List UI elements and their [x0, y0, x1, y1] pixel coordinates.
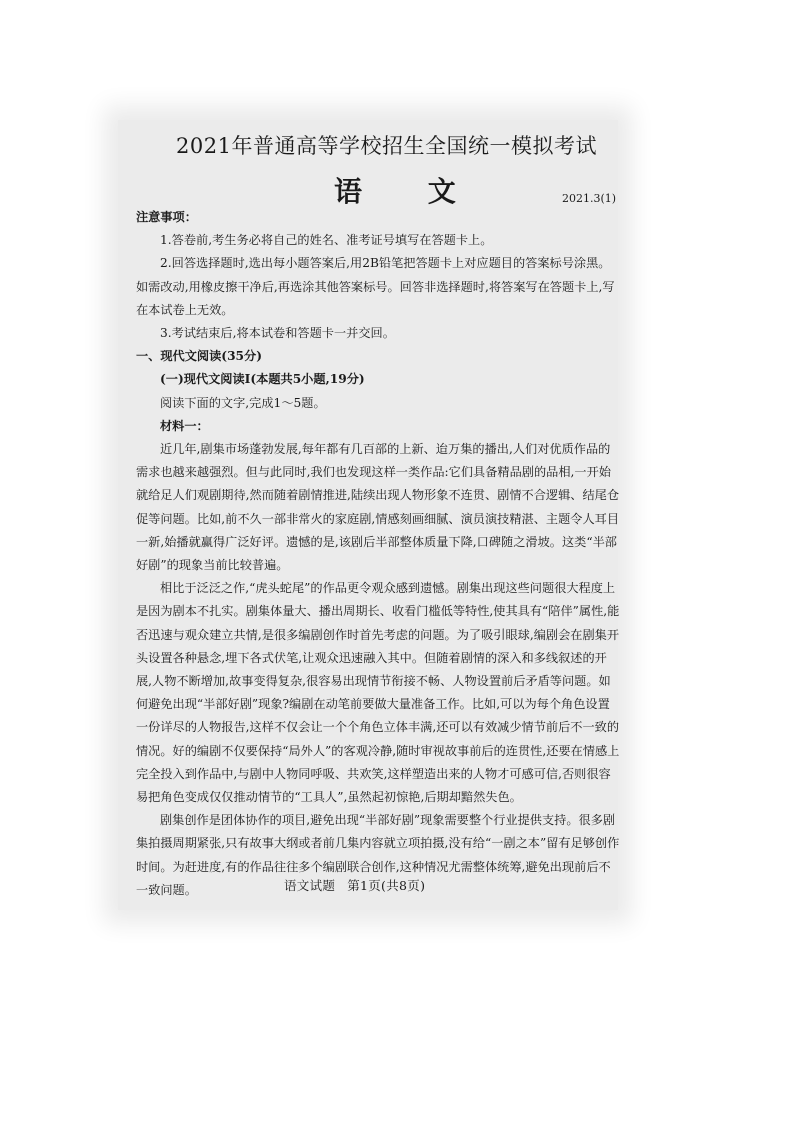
subject-title: 语 文: [334, 175, 484, 208]
notice-item-2: 2.回答选择题时,选出每小题答案后,用2B铅笔把答题卡上对应题目的答案标号涂黑。如需改动,用橡皮擦干净后,再选涂其他答案标号。回答非选择题时,将答案写在答题卡上,写在本试卷上无效。: [136, 256, 615, 317]
material-label: 材料一：: [160, 418, 209, 433]
paragraph-3: 剧集创作是团体协作的项目,避免出现“半部好剧”现象需要整个行业提供支持。很多剧集拍摄周期紧张,只有故事大纲或者前几集内容就立项拍摄,没有给“一剧之本”留有足够创作时间。为赶进度,有的作品往往多个编剧联合创作,这种情况尤需整体统筹,避免出现前后不一致问题。: [136, 813, 620, 897]
section-title: 一、现代文阅读(35分): [136, 349, 262, 364]
notice-heading: 注意事项：: [136, 210, 197, 224]
notice-item-1: 1.答卷前,考生务必将自己的姓名、准考证号填写在答题卡上。: [160, 233, 493, 248]
paragraph-1: 近几年,剧集市场蓬勃发展,每年都有几百部的上新、迨万集的播出,人们对优质作品的需求也越来越强烈。但与此同时,我们也发现这样一类作品:它们具备精品剧的品相,一开始就给足人们观剧期待,然而随着剧情推进,陆续出现人物形象不连贯、剧情不合逻辑、结尾仓促等问题。比如,前不久一部非常火的家庭剧,情感刻画细腻、演员演技精湛、主题令人耳目一新,始播就赢得广泛好评。遗憾的是,该剧后半部整体质量下降,口碑随之滑坡。这类“半部好剧”的现象当前比较普遍。: [136, 442, 620, 573]
notice-item-3: 3.考试结束后,将本试卷和答题卡一并交回。: [160, 326, 395, 341]
date-code: 2021.3(1): [562, 192, 617, 205]
page-footer: [284, 876, 425, 894]
reading-instruction: 阅读下面的文字,完成1～5题。: [160, 395, 326, 410]
exam-title: 2021年普通高等学校招生全国统一模拟考试: [176, 134, 597, 158]
notice-section: [136, 206, 620, 902]
footer-subject: 语文试题: [284, 878, 336, 893]
footer-page-number: 第1页(共8页): [347, 878, 426, 893]
paragraph-2: 相比于泛泛之作,“虎头蛇尾”的作品更令观众感到遗憾。剧集出现这些问题很大程度上是因为剧本不扎实。剧集体量大、播出周期长、收看门槛低等特性,使其具有“陪伴”属性,能否迅速与观众建立共情,是很多编剧创作时首先考虑的问题。为了吸引眼球,编剧会在剧集开头设置各种悬念,埋下各式伏笔,让观众迅速融入其中。但随着剧情的深入和多线叙述的开展,人物不断增加,故事变得复杂,很容易出现情节衔接不畅、人物设置前后矛盾等问题。如何避免出现“半部好剧”现象?编剧在动笔前要做大量准备工作。比如,可以为每个角色设置一份详尽的人物报告,这样不仅会让一个个角色立体丰满,还可以有效减少情节前后不一致的情况。好的编剧不仅要保持“局外人”的客观冷静,随时审视故事前后的连贯性,还要在情感上完全投入到作品中,与剧中人物同呼吸、共欢笑,这样塑造出来的人物才可感可信,否则很容易把角色变成仅仅推动情节的“工具人”,虽然起初惊艳,后期却黯然失色。: [136, 581, 620, 805]
subsection-title: (一)现代文阅读Ⅰ(本题共5小题,19分): [160, 372, 365, 387]
